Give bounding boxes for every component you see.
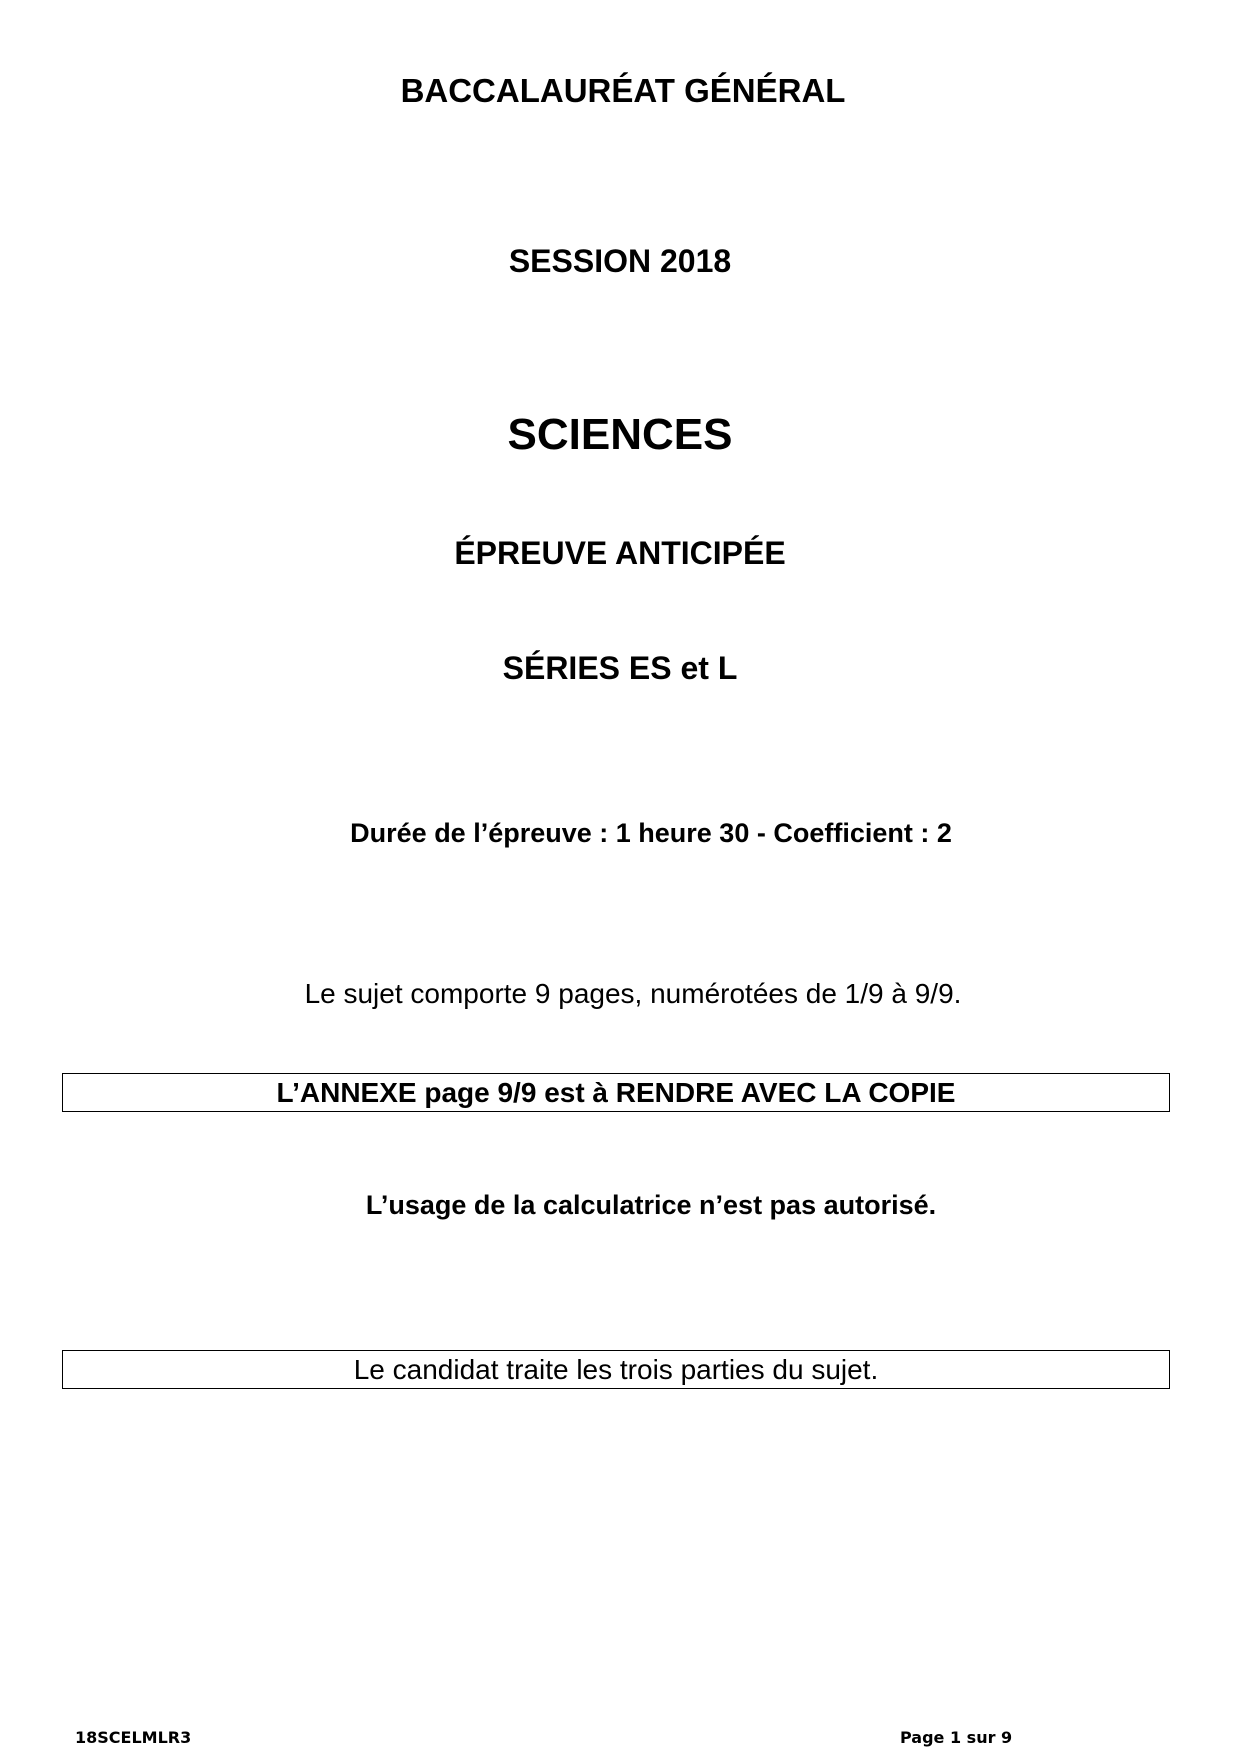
footer-page-number: Page 1 sur 9 bbox=[900, 1728, 1013, 1747]
duration-coefficient: Durée de l’épreuve : 1 heure 30 - Coefficient : 2 bbox=[350, 818, 952, 848]
annexe-notice-text: L’ANNEXE page 9/9 est à RENDRE AVEC LA COPIE bbox=[276, 1077, 956, 1108]
series-title: SÉRIES ES et L bbox=[502, 650, 738, 686]
candidate-instruction-text: Le candidat traite les trois parties du sujet. bbox=[353, 1354, 879, 1385]
calculator-note: L’usage de la calculatrice n’est pas autorisé. bbox=[365, 1190, 937, 1220]
annexe-notice-box bbox=[62, 1073, 1170, 1112]
session-title: SESSION 2018 bbox=[508, 243, 732, 279]
epreuve-title: ÉPREUVE ANTICIPÉE bbox=[454, 535, 786, 571]
footer-subject-code: 18SCELMLR3 bbox=[75, 1728, 192, 1747]
candidate-instruction-box bbox=[62, 1350, 1170, 1389]
pages-note: Le sujet comporte 9 pages, numérotées de 1/9 à 9/9. bbox=[304, 978, 962, 1009]
exam-title: BACCALAURÉAT GÉNÉRAL bbox=[400, 72, 846, 109]
subject-title: SCIENCES bbox=[507, 410, 733, 459]
